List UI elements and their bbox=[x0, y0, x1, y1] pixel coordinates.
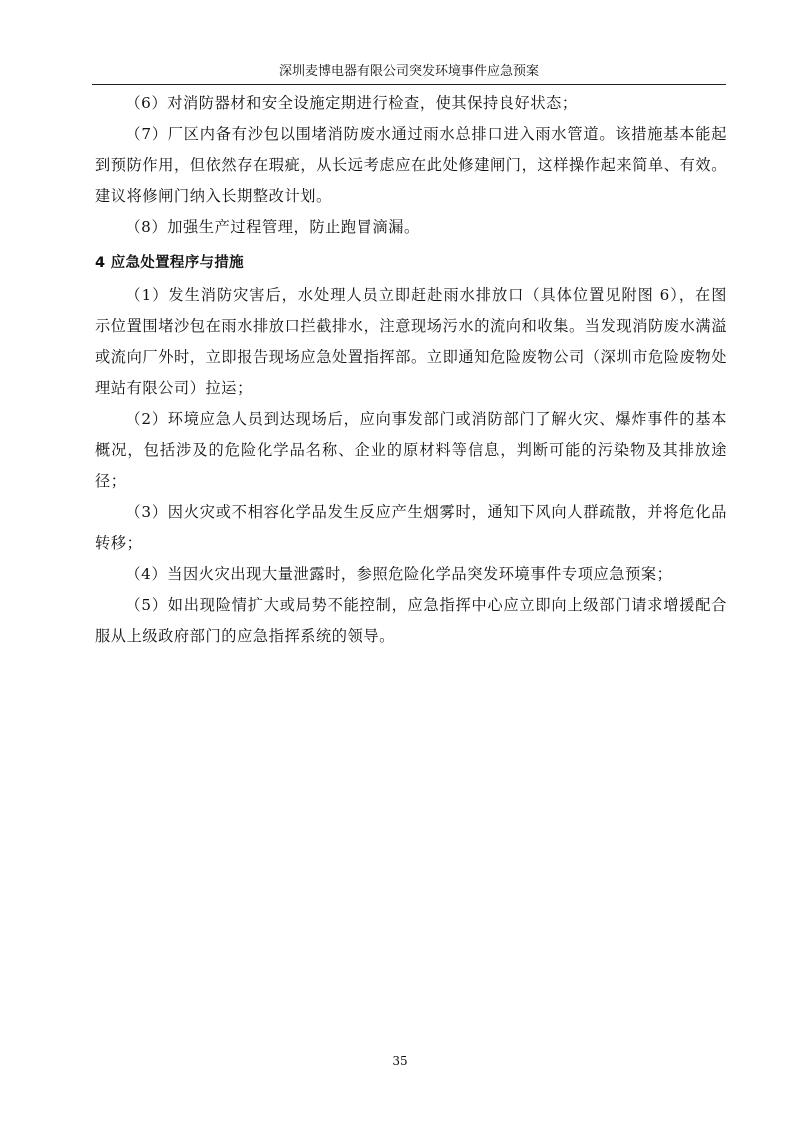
page-header bbox=[92, 62, 726, 85]
list-item: （7）厂区内备有沙包以围堵消防废水通过雨水总排口进入雨水管道。该措施基本能起到预防作用，但依然存在瑕疵，从长远考虑应在此处修建闸门，这样操作起来简单、有效。建议将修闸门纳入长期整改计划。 bbox=[95, 125, 727, 205]
list-item: （4）当因火灾出现大量泄露时，参照危险化学品突发环境事件专项应急预案； bbox=[125, 565, 673, 583]
section-heading: 4 应急处置程序与措施 bbox=[95, 255, 244, 271]
list-item: （5）如出现险情扩大或局势不能控制，应急指挥中心应立即向上级部门请求增援配合服从上级政府部门的应急指挥系统的领导。 bbox=[95, 596, 727, 645]
document-title: 深圳麦博电器有限公司突发环境事件应急预案 bbox=[278, 64, 539, 79]
list-item: （2）环境应急人员到达现场后，应向事发部门或消防部门了解火灾、爆炸事件的基本概况，包括涉及的危险化学品名称、企业的原材料等信息，判断可能的污染物及其排放途径； bbox=[95, 410, 727, 490]
document-body bbox=[95, 88, 727, 652]
page-number: 35 bbox=[392, 1054, 408, 1068]
list-item: （6）对消防器材和安全设施定期进行检查，使其保持良好状态； bbox=[125, 94, 578, 112]
list-item: （3）因火灾或不相容化学品发生反应产生烟雾时，通知下风向人群疏散，并将危化品转移； bbox=[95, 503, 727, 552]
list-item: （1）发生消防灾害后，水处理人员立即赶赴雨水排放口（具体位置见附图 6），在图示位置围堵沙包在雨水排放口拦截排水，注意现场污水的流向和收集。当发现消防废水满溢或流向厂外时，立即报告现场应急处置指挥部。立即通知危险废物公司（深圳市危险废物处理站有限公司）拉运； bbox=[95, 286, 727, 397]
list-item: （8）加强生产过程管理，防止跑冒滴漏。 bbox=[125, 218, 420, 236]
